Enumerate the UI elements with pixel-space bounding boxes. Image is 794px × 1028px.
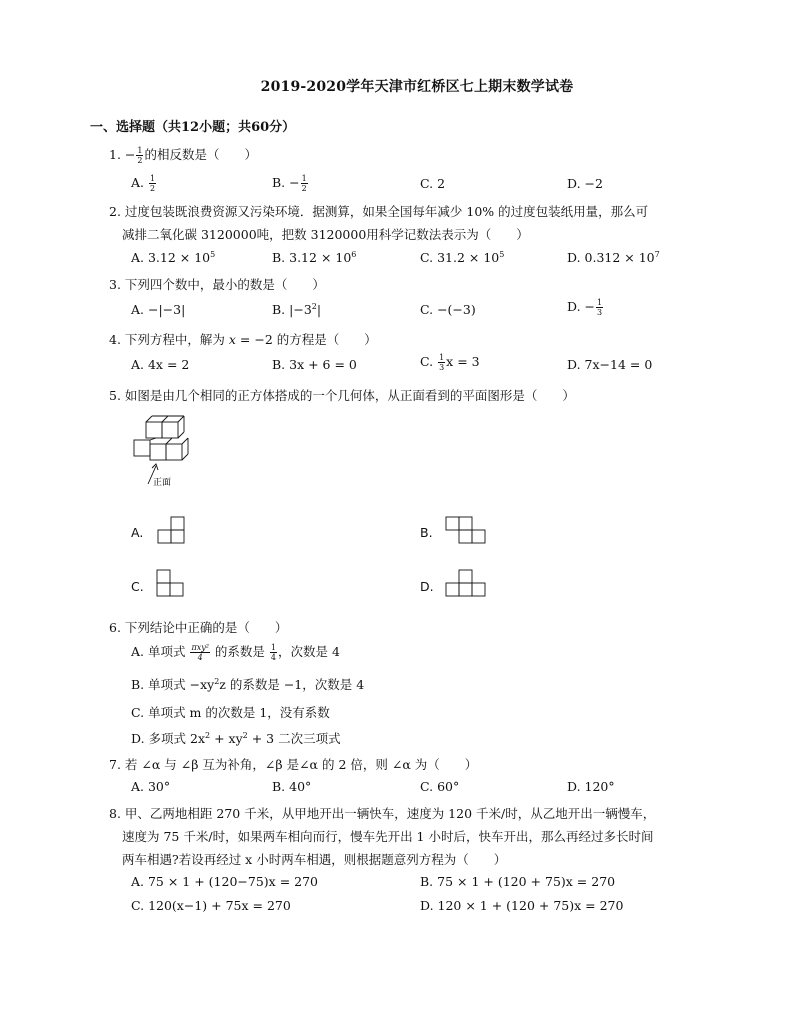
q4-option-d: D. 7x−14 = 0 — [567, 357, 653, 372]
q7-option-b: B. 40° — [272, 779, 312, 794]
q2-option-c: C. $31.2 \times 10^5$ — [420, 249, 505, 265]
question-3: 3. 下列四个数中，最小的数是（ ） — [109, 277, 325, 292]
q2-option-a: A. $3.12 \times 10^5$ — [131, 249, 216, 265]
question-4: 4. 下列方程中，解为 x = −2 的方程是（ ） — [109, 332, 377, 347]
page-title: 2019-2020学年天津市红桥区七上期末数学试卷 — [260, 79, 574, 95]
q3-option-d: D. − $\frac{1}{3}$ — [567, 298, 603, 317]
q4-option-a: A. 4x = 2 — [131, 357, 190, 372]
question-6: 6. 下列结论中正确的是（ ） — [109, 620, 288, 635]
front-label: 正面 — [153, 478, 172, 488]
q7-option-d: D. 120° — [567, 779, 615, 794]
q5-option-d: D. — [420, 579, 434, 594]
q1-option-b: B. − $\frac{1}{2}$ — [272, 174, 307, 193]
q4-option-c: C. $\frac{1}{3}$ x = 3 — [420, 353, 480, 372]
q5-option-d-figure — [444, 568, 490, 600]
q8-option-a: A. 75 × 1 + (120−75)x = 270 — [131, 874, 318, 889]
q5-option-c: C. — [131, 579, 144, 594]
q6-option-a: A. 单项式 $\frac{\text{πxy²}}{4}$ 的系数是 $\frac{1}{4}$ ，次数是 4 — [131, 643, 340, 662]
q5-option-b: B. — [420, 525, 433, 540]
question-1-stem: 的相反数是（ ） — [144, 147, 257, 162]
q8-option-b: B. 75 × 1 + (120 + 75)x = 270 — [420, 874, 616, 889]
q7-option-a: A. 30° — [131, 779, 171, 794]
q4-option-b: B. 3x + 6 = 0 — [272, 357, 357, 372]
q6-option-d: D. 多项式 $2x^2 + xy^2 + 3$ 二次三项式 — [131, 730, 341, 746]
q3-option-a: A. −|−3| — [131, 302, 186, 317]
question-1: 1. − $\frac{1}{2}$ 的相反数是（ ） — [109, 146, 257, 165]
question-8-line-1: 8. 甲、乙两地相距 270 千米，从甲地开出一辆快车，速度为 120 千米/时，从乙地开出一辆慢车， — [109, 806, 656, 821]
q3-option-b: B. $|-3^2|$ — [272, 301, 322, 317]
q1-option-c: C. 2 — [420, 176, 446, 191]
q2-option-b: B. $3.12 \times 10^6$ — [272, 249, 357, 265]
cube-figure — [128, 412, 198, 492]
q1-option-a: A. $\frac{1}{2}$ — [131, 174, 156, 193]
q5-option-a-figure — [157, 515, 189, 547]
q5-option-b-figure — [444, 515, 490, 547]
q5-option-a: A. — [131, 525, 144, 540]
section-heading: 一、选择题（共12小题；共60分） — [90, 120, 296, 135]
question-8-line-2: 速度为 75 千米/时，如果两车相向而行，慢车先开出 1 小时后，快车开出，那么再经过多长时间 — [122, 829, 654, 844]
fraction: $\frac{1}{2}$ — [137, 146, 143, 165]
q7-option-c: C. 60° — [420, 779, 460, 794]
question-2-line-2: 减排二氧化碳 3120000吨，把数 3120000用科学记数法表示为（ ） — [122, 227, 529, 242]
q5-option-c-figure — [155, 568, 189, 600]
q8-option-d: D. 120 × 1 + (120 + 75)x = 270 — [420, 898, 624, 913]
q8-option-c: C. 120(x−1) + 75x = 270 — [131, 898, 291, 913]
question-8-line-3: 两车相遇?若设再经过 x 小时两车相遇，则根据题意列方程为（ ） — [122, 852, 507, 867]
question-7: 7. 若 ∠α 与 ∠β 互为补角，∠β 是∠α 的 2 倍，则 ∠α 为（ ） — [109, 757, 478, 772]
question-5: 5. 如图是由几个相同的正方体搭成的一个几何体，从正面看到的平面图形是（ ） — [109, 388, 575, 403]
q2-option-d: D. $0.312 \times 10^7$ — [567, 249, 660, 265]
q3-option-c: C. −(−3) — [420, 302, 476, 317]
q1-option-d: D. −2 — [567, 176, 603, 191]
q6-option-c: C. 单项式 m 的次数是 1，没有系数 — [131, 705, 330, 720]
q6-option-b: B. 单项式 $-xy^2z$ 的系数是 −1，次数是 4 — [131, 676, 365, 692]
question-2-line-1: 2. 过度包装既浪费资源又污染环境．据测算，如果全国每年减少 10% 的过度包装纸用量，那么可 — [109, 204, 649, 219]
